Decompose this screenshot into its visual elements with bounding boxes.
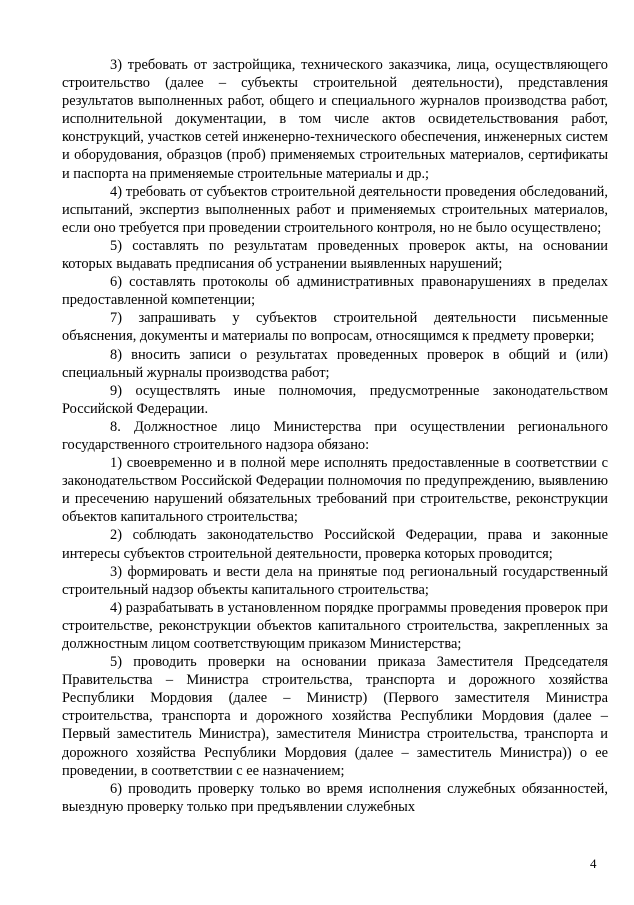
paragraph-item-5-issue-acts: 5) составлять по результатам проведенных проверок акты, на основании которых выдавать предписания об устранении выявленных нарушений; (62, 237, 608, 273)
paragraph-duty-5: 5) проводить проверки на основании приказа Заместителя Председателя Правительства – Министра строительства, транспорта и дорожного хозяйства Республики Мордовия (далее – Министр) (Первого заместителя Министра строительства, транспорта и дорожного хозяйства Республики Мордовия (далее – Первый заместитель Министра), заместителя Министра строительства, транспорта и дорожного хозяйства Республики Мордовия (далее – заместитель Министра)) о ее проведении, в соответствии с ее назначением; (62, 654, 608, 779)
document-body (62, 56, 608, 816)
paragraph-duty-3: 3) формировать и вести дела на принятые под региональный государственный строительный надзор объекты капитального строительства; (62, 563, 608, 598)
paragraph-item-3-request-documents: 3) требовать от застройщика, технического заказчика, лица, осуществляющего строительство (далее – субъекты строительной деятельности), представления результатов выполненных работ, общего и специального журналов производства работ, исполнительной документации, в том числе актов освидетельствования работ, конструкций, участков сетей инженерно-технического обеспечения, инженерных систем и оборудования, образцов (проб) применяемых строительных материалов, сертификаты и паспорта на применяемые строительные материалы и др.; (62, 57, 608, 182)
paragraph-section-8-heading: 8. Должностное лицо Министерства при осуществлении регионального государственного строительного надзора обязано: (62, 418, 608, 453)
paragraph-item-7-request-explanations: 7) запрашивать у субъектов строительной деятельности письменные объяснения, документы и материалы по вопросам, относящимся к предмету проверки; (62, 310, 608, 345)
paragraph-item-6-protocols: 6) составлять протоколы об административных правонарушениях в пределах предоставленной компетенции; (62, 274, 608, 309)
paragraph-duty-6: 6) проводить проверку только во время исполнения служебных обязанностей, выездную проверку только при предъявлении служебных (62, 780, 608, 815)
paragraph-duty-1: 1) своевременно и в полной мере исполнять предоставленные в соответствии с законодательством Российской Федерации полномочия по предупреждению, выявлению и пресечению нарушений обязательных требований при строительстве, реконструкции объектов капитального строительства; (62, 455, 608, 526)
paragraph-item-8-journal-records: 8) вносить записи о результатах проведенных проверок в общий и (или) специальный журналы производства работ; (62, 346, 608, 381)
page-number: 4 (590, 856, 597, 871)
paragraph-duty-2: 2) соблюдать законодательство Российской Федерации, права и законные интересы субъектов строительной деятельности, проверка которых проводится; (62, 527, 608, 562)
paragraph-duty-4: 4) разрабатывать в установленном порядке программы проведения проверок при строительстве, реконструкции объектов капитального строительства, закрепленных за должностным лицом соответствующим приказом Министерства; (62, 599, 608, 652)
paragraph-item-9-other-powers: 9) осуществлять иные полномочия, предусмотренные законодательством Российской Федерации. (62, 382, 608, 417)
paragraph-item-4-request-inspections: 4) требовать от субъектов строительной деятельности проведения обследований, испытаний, экспертиз выполненных работ и применяемых строительных материалов, если оно требуется при проведении строительного контроля, но не было осуществлено; (62, 183, 608, 236)
